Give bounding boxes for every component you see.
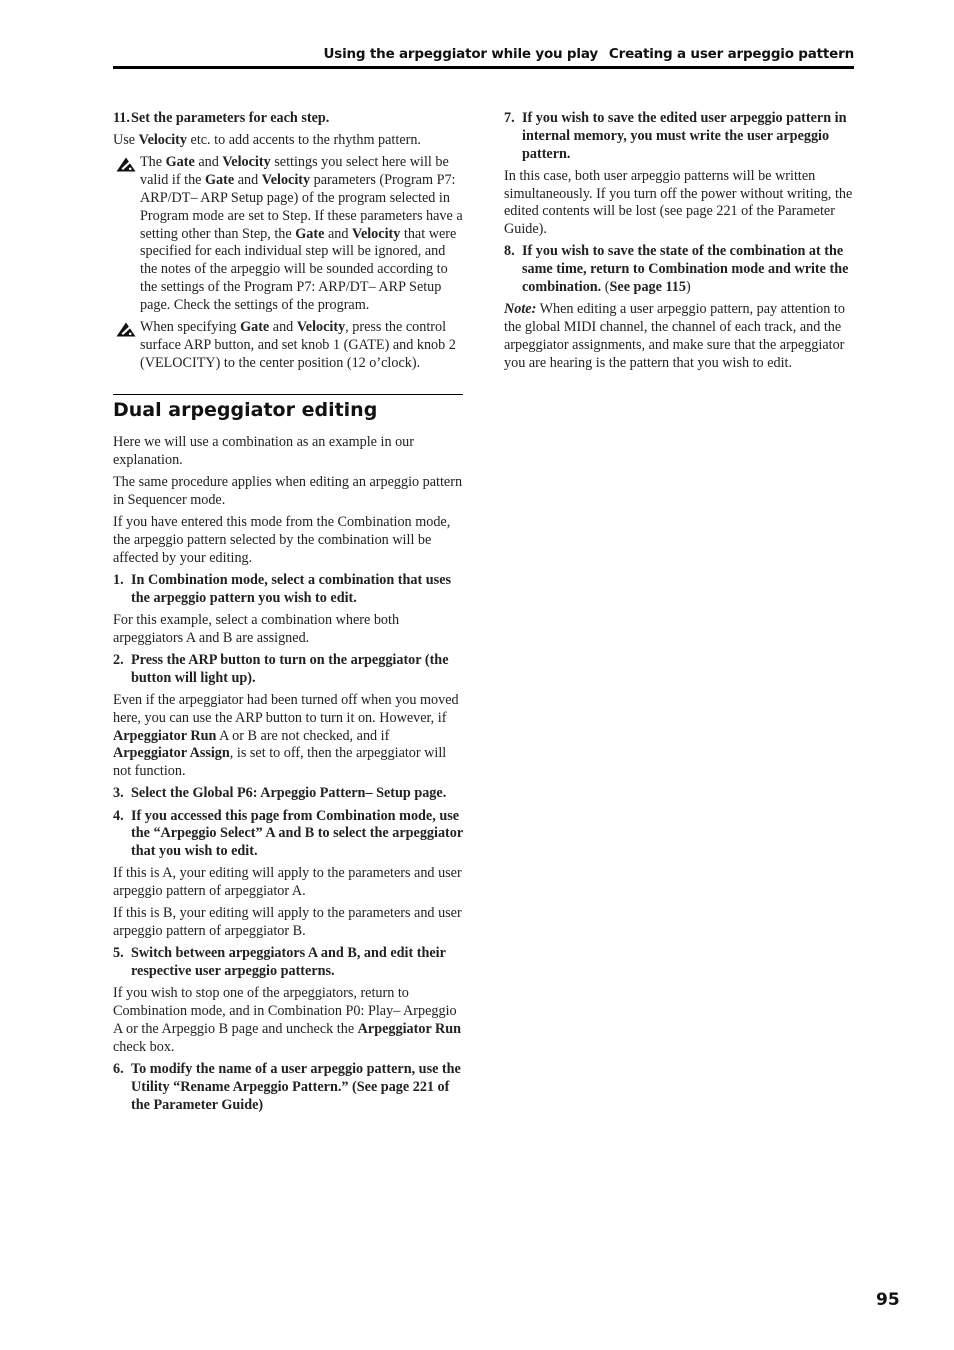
header-chapter: Using the arpeggiator while you play bbox=[323, 46, 598, 62]
right-column bbox=[504, 110, 854, 377]
edit-note: Note: When editing a user arpeggio pattern, pay attention to the global MIDI channel, the channel of each track, and the arpeggiator assignments, and make sure that the arpeggiator you are hearing is the pattern that you wish to edit. bbox=[504, 301, 845, 371]
caution-note-1: The Gate and Velocity settings you select here will be valid if the Gate and Velocity parameters (Program P7: ARP/DT– ARP Setup page) of the program selected in Program mode are set to Step. If these parameters have a setting other than Step, the Gate and Velocity that were specified for each individual step will be ignored, and the notes of the arpeggio will be sounded according to the settings of the Program P7: ARP/DT– ARP Setup page. Check the settings of the program. bbox=[113, 154, 463, 314]
header-breadcrumb bbox=[324, 46, 855, 62]
caution-note-2: When specifying Gate and Velocity, press the control surface ARP button, and set knob 1 (GATE) and knob 2 (VELOCITY) to the center position (12 o’clock). bbox=[113, 319, 463, 372]
step-8: 8. If you wish to save the state of the combination at the same time, return to Combination mode and write the combination. (See page 115) bbox=[504, 243, 849, 295]
step-4: 4. If you accessed this page from Combination mode, use the “Arpeggio Select” A and B to select the arpeggiator that you wish to edit. bbox=[113, 807, 463, 860]
step-3: 3. Select the Global P6: Arpeggio Pattern– Setup page. bbox=[113, 785, 447, 802]
step-7-desc: In this case, both user arpeggio patterns will be written simultaneously. If you turn off the power without writing, the edited contents will be lost (see page 221 of the Parameter Guide). bbox=[504, 167, 853, 238]
step-11: 11.Set the parameters for each step. bbox=[113, 110, 330, 126]
running-header bbox=[113, 44, 854, 69]
step-1-desc: For this example, select a combination where both arpeggiators A and B are assigned. bbox=[113, 612, 400, 646]
note-label: Note: bbox=[504, 301, 537, 318]
left-column bbox=[113, 110, 463, 1119]
step-5-desc: If you wish to stop one of the arpeggiators, return to Combination mode, and in Combination P0: Play– Arpeggio A or the Arpeggio B page and uncheck the Arpeggiator Run check box. bbox=[113, 985, 462, 1055]
header-section: Creating a user arpeggio pattern bbox=[608, 46, 854, 62]
section-title: Dual arpeggiator editing bbox=[113, 399, 378, 422]
intro-paragraph-1: Here we will use a combination as an example in our explanation. bbox=[113, 434, 414, 469]
step-4-desc-a: If this is A, your editing will apply to the parameters and user arpeggio pattern of arpeggiator A. bbox=[113, 865, 462, 900]
page-reference: See page 115 bbox=[609, 278, 686, 295]
step-1: 1. In Combination mode, select a combination that uses the arpeggio pattern you wish to edit. bbox=[113, 572, 452, 606]
step-2-desc: Even if the arpeggiator had been turned off when you moved here, you can use the ARP button to turn it on. However, if Arpeggiator Run A or B are not checked, and if Arpeggiator Assign, is set to off, then the arpeggiator will not function. bbox=[113, 692, 459, 780]
warning-triangle-icon bbox=[116, 157, 136, 172]
step-11-desc: Use Velocity etc. to add accents to the rhythm pattern. bbox=[113, 132, 421, 149]
step-7: 7. If you wish to save the edited user arpeggio pattern in internal memory, you must write the user arpeggio pattern. bbox=[504, 110, 847, 162]
step-5: 5. Switch between arpeggiators A and B, and edit their respective user arpeggio patterns. bbox=[113, 945, 446, 980]
warning-triangle-icon bbox=[116, 322, 136, 337]
step-4-desc-b: If this is B, your editing will apply to the parameters and user arpeggio pattern of arpeggiator B. bbox=[113, 905, 462, 940]
step-2: 2. Press the ARP button to turn on the arpeggiator (the button will light up). bbox=[113, 652, 449, 686]
page-number: 95 bbox=[876, 1290, 900, 1310]
step-6: 6. To modify the name of a user arpeggio pattern, use the Utility “Rename Arpeggio Pattern.” (See page 221 of the Parameter Guide) bbox=[113, 1060, 461, 1113]
section-dual-arpeggiator bbox=[113, 394, 463, 1114]
intro-paragraph-3: If you have entered this mode from the Combination mode, the arpeggio pattern selected by the combination will be affected by your editing. bbox=[113, 514, 451, 566]
intro-paragraph-2: The same procedure applies when editing an arpeggio pattern in Sequencer mode. bbox=[113, 474, 463, 509]
